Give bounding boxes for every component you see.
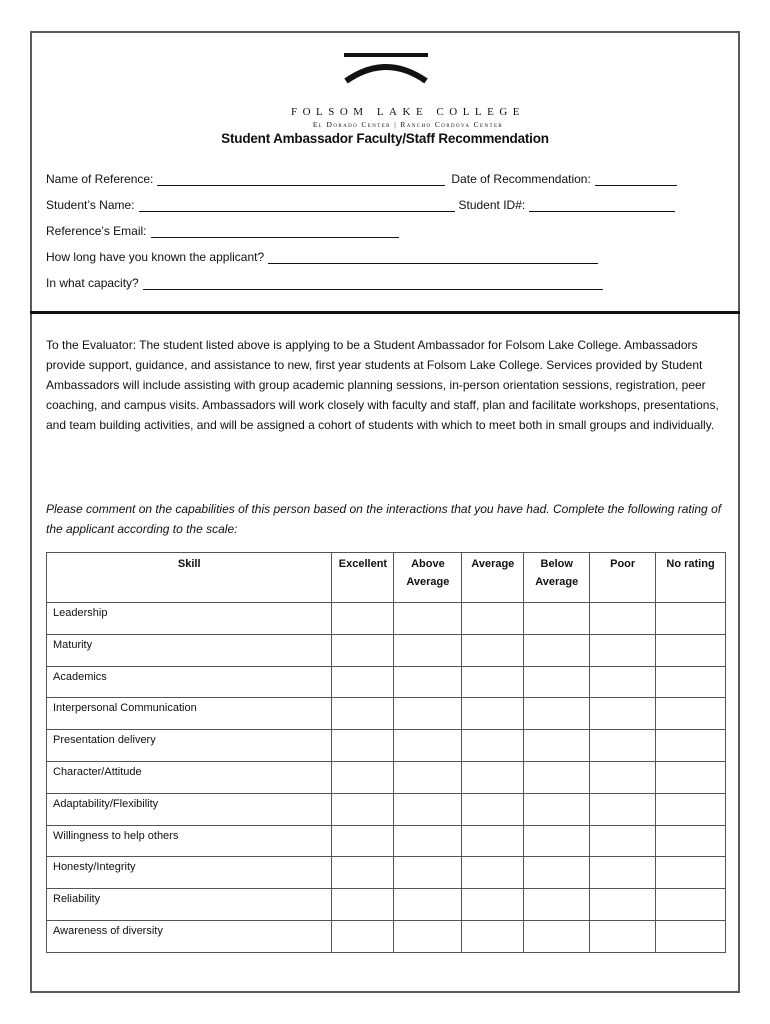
name-of-reference-field[interactable] xyxy=(157,173,445,186)
rating-cell-below-average[interactable] xyxy=(524,698,590,730)
rating-cell-above-average[interactable] xyxy=(394,793,462,825)
name-of-reference-label: Name of Reference: xyxy=(46,172,154,186)
student-id-label: Student ID#: xyxy=(458,198,526,212)
rating-cell-average[interactable] xyxy=(462,666,524,698)
capacity-field[interactable] xyxy=(143,277,603,290)
table-row xyxy=(47,666,726,698)
rating-cell-average[interactable] xyxy=(462,698,524,730)
rating-cell-average[interactable] xyxy=(462,825,524,857)
rating-cell-excellent[interactable] xyxy=(332,793,394,825)
skill-label: Interpersonal Communication xyxy=(47,698,332,730)
rating-cell-below-average[interactable] xyxy=(524,920,590,952)
rating-cell-no-rating[interactable] xyxy=(656,603,726,635)
students-name-field[interactable] xyxy=(139,199,455,212)
date-of-recommendation-label: Date of Recommendation: xyxy=(451,172,591,186)
skill-label: Adaptability/Flexibility xyxy=(47,793,332,825)
evaluator-intro: To the Evaluator: The student listed above is applying to be a Student Ambassador for Folsom Lake College. Ambassadors provide support, guidance, and assistance to new, first year students at Folsom Lake College. Services provided by Student Ambassadors will include assisting with group academic planning sessions, in-person orientation sessions, registration, peer coaching, and campus visits. Ambassadors will work closely with faculty and staff, plan and facilitate workshops, presentations, and team building activities, and will be assigned a cohort of students with which to meet both in small groups and individually. xyxy=(46,338,719,432)
document-title: Student Ambassador Faculty/Staff Recommendation xyxy=(221,131,549,146)
rating-cell-no-rating[interactable] xyxy=(656,857,726,889)
capacity-row xyxy=(46,276,603,290)
rating-cell-average[interactable] xyxy=(462,793,524,825)
rating-cell-average[interactable] xyxy=(462,857,524,889)
header-above-average: Above Average xyxy=(394,553,462,603)
rating-cell-above-average[interactable] xyxy=(394,634,462,666)
rating-cell-excellent[interactable] xyxy=(332,889,394,921)
header-no-rating: No rating xyxy=(656,553,726,603)
rating-cell-excellent[interactable] xyxy=(332,666,394,698)
rating-cell-above-average[interactable] xyxy=(394,889,462,921)
how-long-field[interactable] xyxy=(268,251,598,264)
rating-cell-no-rating[interactable] xyxy=(656,920,726,952)
rating-cell-poor[interactable] xyxy=(590,761,656,793)
rating-cell-above-average[interactable] xyxy=(394,666,462,698)
how-long-row xyxy=(46,250,598,264)
rating-cell-poor[interactable] xyxy=(590,634,656,666)
rating-cell-no-rating[interactable] xyxy=(656,793,726,825)
rating-table xyxy=(46,552,726,953)
rating-cell-excellent[interactable] xyxy=(332,825,394,857)
rating-cell-average[interactable] xyxy=(462,920,524,952)
student-id-field[interactable] xyxy=(529,199,675,212)
rating-cell-average[interactable] xyxy=(462,761,524,793)
rating-cell-excellent[interactable] xyxy=(332,857,394,889)
header-average: Average xyxy=(462,553,524,603)
rating-cell-poor[interactable] xyxy=(590,857,656,889)
rating-cell-average[interactable] xyxy=(462,730,524,762)
reference-email-row xyxy=(46,224,399,238)
rating-cell-above-average[interactable] xyxy=(394,603,462,635)
rating-cell-above-average[interactable] xyxy=(394,857,462,889)
rating-cell-above-average[interactable] xyxy=(394,920,462,952)
skill-label: Leadership xyxy=(47,603,332,635)
college-centers: El Dorado Center | Rancho Cordova Center xyxy=(312,120,504,129)
rating-cell-poor[interactable] xyxy=(590,698,656,730)
reference-name-row xyxy=(46,172,677,186)
rating-cell-poor[interactable] xyxy=(590,920,656,952)
college-logo xyxy=(32,51,738,129)
rating-cell-no-rating[interactable] xyxy=(656,825,726,857)
rating-cell-no-rating[interactable] xyxy=(656,889,726,921)
skill-label: Awareness of diversity xyxy=(47,920,332,952)
capacity-label: In what capacity? xyxy=(46,276,139,290)
rating-cell-above-average[interactable] xyxy=(394,730,462,762)
student-name-row xyxy=(46,198,675,212)
skill-label: Reliability xyxy=(47,889,332,921)
rating-cell-average[interactable] xyxy=(462,634,524,666)
header-poor: Poor xyxy=(590,553,656,603)
rating-cell-excellent[interactable] xyxy=(332,730,394,762)
rating-cell-excellent[interactable] xyxy=(332,698,394,730)
rating-cell-no-rating[interactable] xyxy=(656,666,726,698)
skill-label: Academics xyxy=(47,666,332,698)
rating-cell-excellent[interactable] xyxy=(332,920,394,952)
header-excellent: Excellent xyxy=(332,553,394,603)
rating-cell-above-average[interactable] xyxy=(394,825,462,857)
table-row xyxy=(47,825,726,857)
rating-cell-poor[interactable] xyxy=(590,793,656,825)
arch-logo-icon xyxy=(342,51,442,87)
rating-cell-below-average[interactable] xyxy=(524,634,590,666)
rating-cell-excellent[interactable] xyxy=(332,634,394,666)
rating-cell-poor[interactable] xyxy=(590,825,656,857)
rating-instructions: Please comment on the capabilities of this person based on the interactions that you have had. Complete the following rating of the applicant according to the scale: xyxy=(46,502,722,536)
rating-cell-average[interactable] xyxy=(462,889,524,921)
rating-cell-no-rating[interactable] xyxy=(656,634,726,666)
rating-cell-poor[interactable] xyxy=(590,666,656,698)
table-row xyxy=(47,698,726,730)
rating-cell-below-average[interactable] xyxy=(524,857,590,889)
skill-label: Maturity xyxy=(47,634,332,666)
rating-cell-below-average[interactable] xyxy=(524,889,590,921)
skill-label: Honesty/Integrity xyxy=(47,857,332,889)
rating-cell-below-average[interactable] xyxy=(524,825,590,857)
references-email-label: Reference’s Email: xyxy=(46,224,147,238)
table-row xyxy=(47,920,726,952)
college-name: FOLSOM LAKE COLLEGE xyxy=(290,106,526,118)
table-row xyxy=(47,634,726,666)
rating-cell-below-average[interactable] xyxy=(524,730,590,762)
table-row xyxy=(47,761,726,793)
header-skill: Skill xyxy=(47,553,332,603)
references-email-field[interactable] xyxy=(151,225,399,238)
table-row xyxy=(47,730,726,762)
rating-cell-excellent[interactable] xyxy=(332,603,394,635)
skill-label: Presentation delivery xyxy=(47,730,332,762)
skill-label: Character/Attitude xyxy=(47,761,332,793)
rating-cell-no-rating[interactable] xyxy=(656,761,726,793)
table-row xyxy=(47,857,726,889)
rating-cell-above-average[interactable] xyxy=(394,761,462,793)
section-divider xyxy=(30,311,740,314)
rating-cell-below-average[interactable] xyxy=(524,793,590,825)
rating-table-header xyxy=(47,553,726,603)
rating-cell-below-average[interactable] xyxy=(524,761,590,793)
rating-cell-below-average[interactable] xyxy=(524,666,590,698)
rating-cell-below-average[interactable] xyxy=(524,603,590,635)
rating-cell-no-rating[interactable] xyxy=(656,698,726,730)
date-of-recommendation-field[interactable] xyxy=(595,173,677,186)
rating-cell-above-average[interactable] xyxy=(394,698,462,730)
students-name-label: Student’s Name: xyxy=(46,198,135,212)
rating-cell-no-rating[interactable] xyxy=(656,730,726,762)
header-below-average: Below Average xyxy=(524,553,590,603)
rating-cell-average[interactable] xyxy=(462,603,524,635)
rating-cell-poor[interactable] xyxy=(590,889,656,921)
rating-cell-poor[interactable] xyxy=(590,603,656,635)
skill-label: Willingness to help others xyxy=(47,825,332,857)
how-long-label: How long have you known the applicant? xyxy=(46,250,265,264)
document-page xyxy=(30,31,740,993)
rating-cell-excellent[interactable] xyxy=(332,761,394,793)
table-row xyxy=(47,793,726,825)
table-row xyxy=(47,603,726,635)
rating-cell-poor[interactable] xyxy=(590,730,656,762)
table-row xyxy=(47,889,726,921)
